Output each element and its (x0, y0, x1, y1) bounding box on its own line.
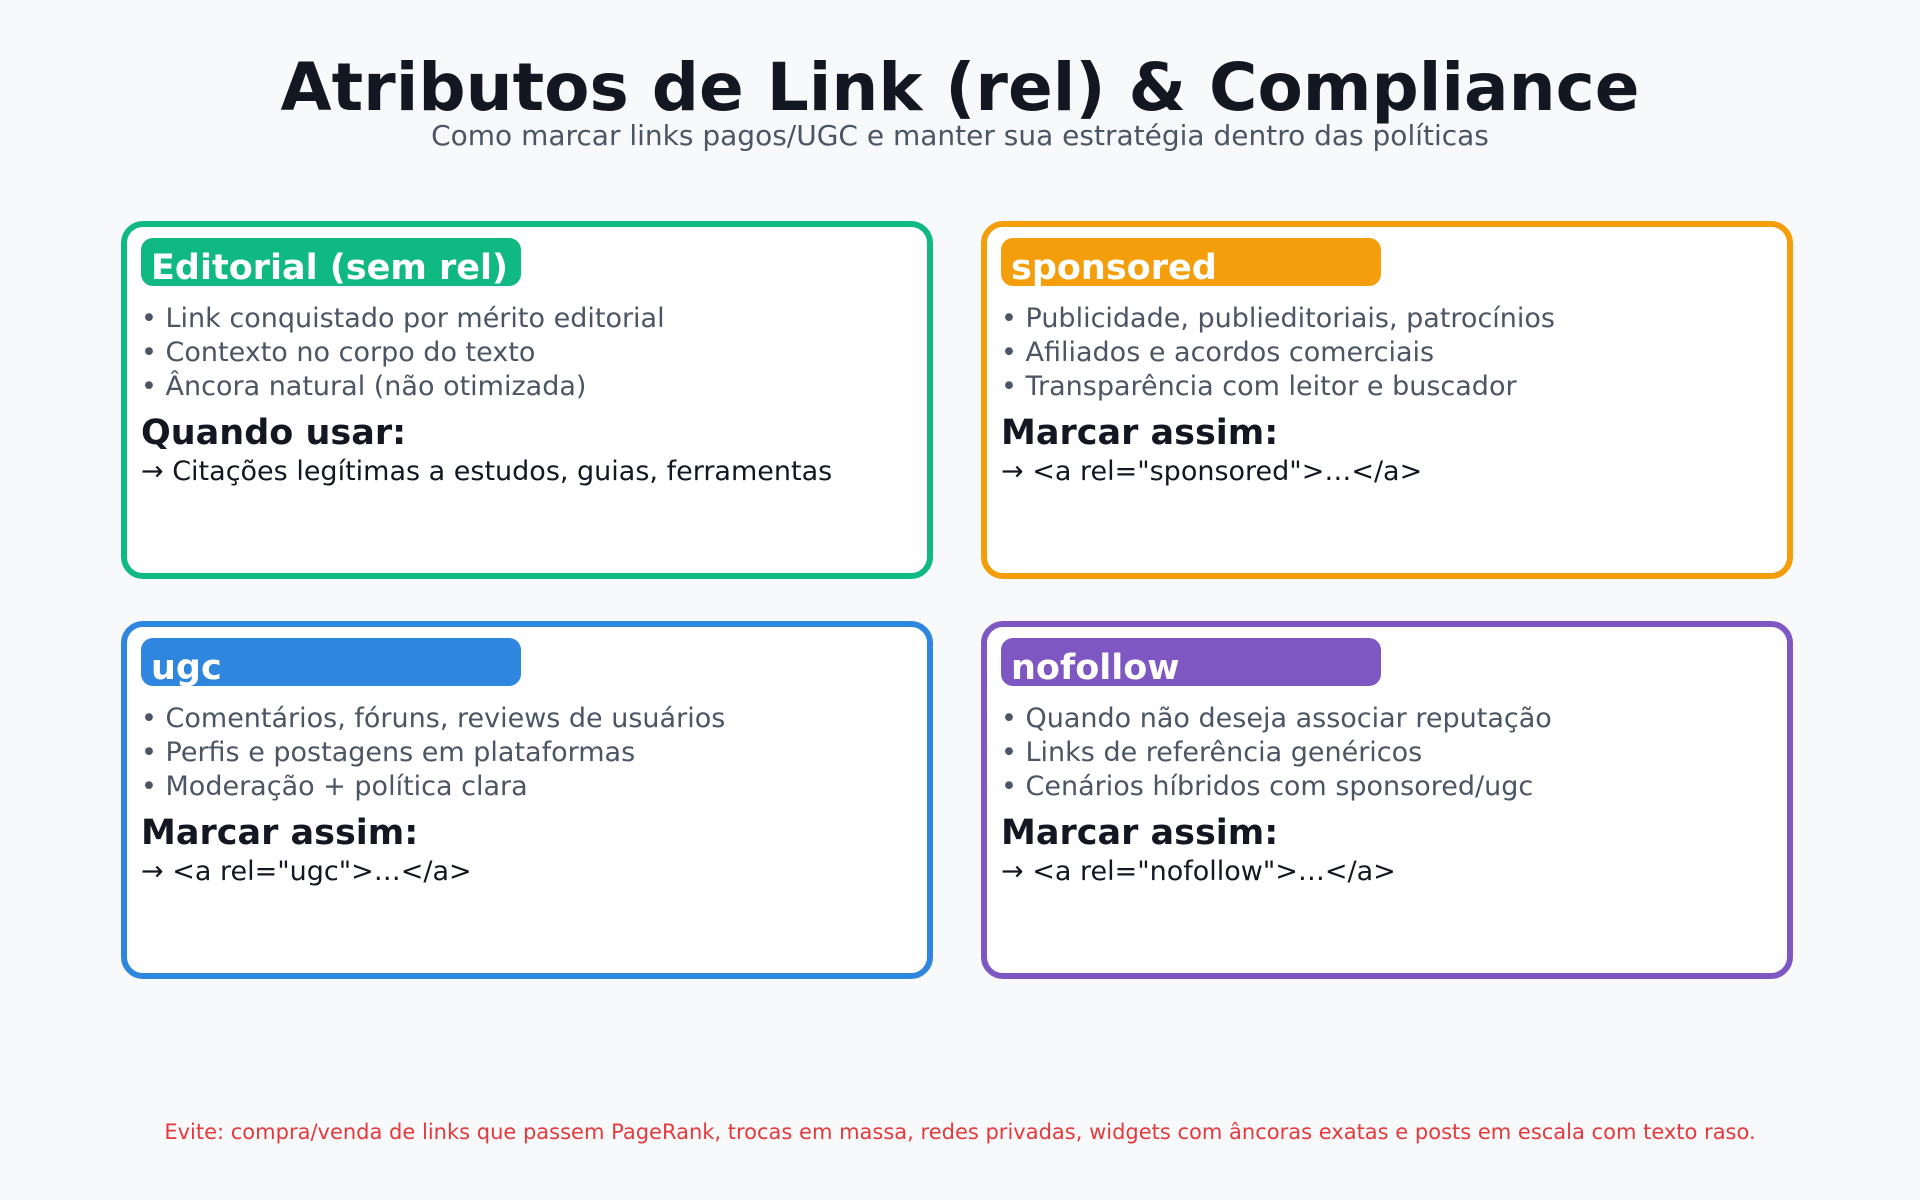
card-tag: ugc (141, 638, 521, 686)
section-label: Marcar assim: (1001, 813, 1279, 853)
list-item: • Transparência com leitor e buscador (1001, 370, 1555, 404)
card-sponsored (981, 221, 1793, 579)
list-item: • Cenários híbridos com sponsored/ugc (1001, 770, 1552, 804)
list-item: • Publicidade, publieditoriais, patrocínios (1001, 302, 1555, 336)
list-item: • Link conquistado por mérito editorial (141, 302, 665, 336)
section-label: Marcar assim: (141, 813, 419, 853)
bullet-list (1001, 702, 1552, 804)
bullet-list (141, 702, 725, 804)
list-item: • Moderação + política clara (141, 770, 725, 804)
list-item: • Contexto no corpo do texto (141, 336, 665, 370)
card-ugc (121, 621, 933, 979)
page-title: Atributos de Link (rel) & Compliance (280, 49, 1640, 126)
usage-text: → <a rel="nofollow">…</a> (1001, 856, 1396, 887)
card-tag: Editorial (sem rel) (141, 238, 521, 286)
section-label: Quando usar: (141, 413, 407, 453)
list-item: • Perfis e postagens em plataformas (141, 736, 725, 770)
list-item: • Links de referência genéricos (1001, 736, 1552, 770)
usage-text: → <a rel="ugc">…</a> (141, 856, 472, 887)
list-item: • Âncora natural (não otimizada) (141, 370, 665, 404)
card-tag: nofollow (1001, 638, 1381, 686)
bullet-list (141, 302, 665, 404)
card-editorial (121, 221, 933, 579)
list-item: • Comentários, fóruns, reviews de usuários (141, 702, 725, 736)
bullet-list (1001, 302, 1555, 404)
usage-text: → <a rel="sponsored">…</a> (1001, 456, 1423, 487)
section-label: Marcar assim: (1001, 413, 1279, 453)
page-subtitle: Como marcar links pagos/UGC e manter sua estratégia dentro das políticas (431, 119, 1489, 152)
list-item: • Quando não deseja associar reputação (1001, 702, 1552, 736)
card-tag: sponsored (1001, 238, 1381, 286)
usage-text: → Citações legítimas a estudos, guias, ferramentas (141, 456, 833, 487)
list-item: • Afiliados e acordos comerciais (1001, 336, 1555, 370)
card-nofollow (981, 621, 1793, 979)
footer-warning: Evite: compra/venda de links que passem PageRank, trocas em massa, redes privadas, widgets com âncoras exatas e posts em escala com texto raso. (164, 1120, 1756, 1144)
